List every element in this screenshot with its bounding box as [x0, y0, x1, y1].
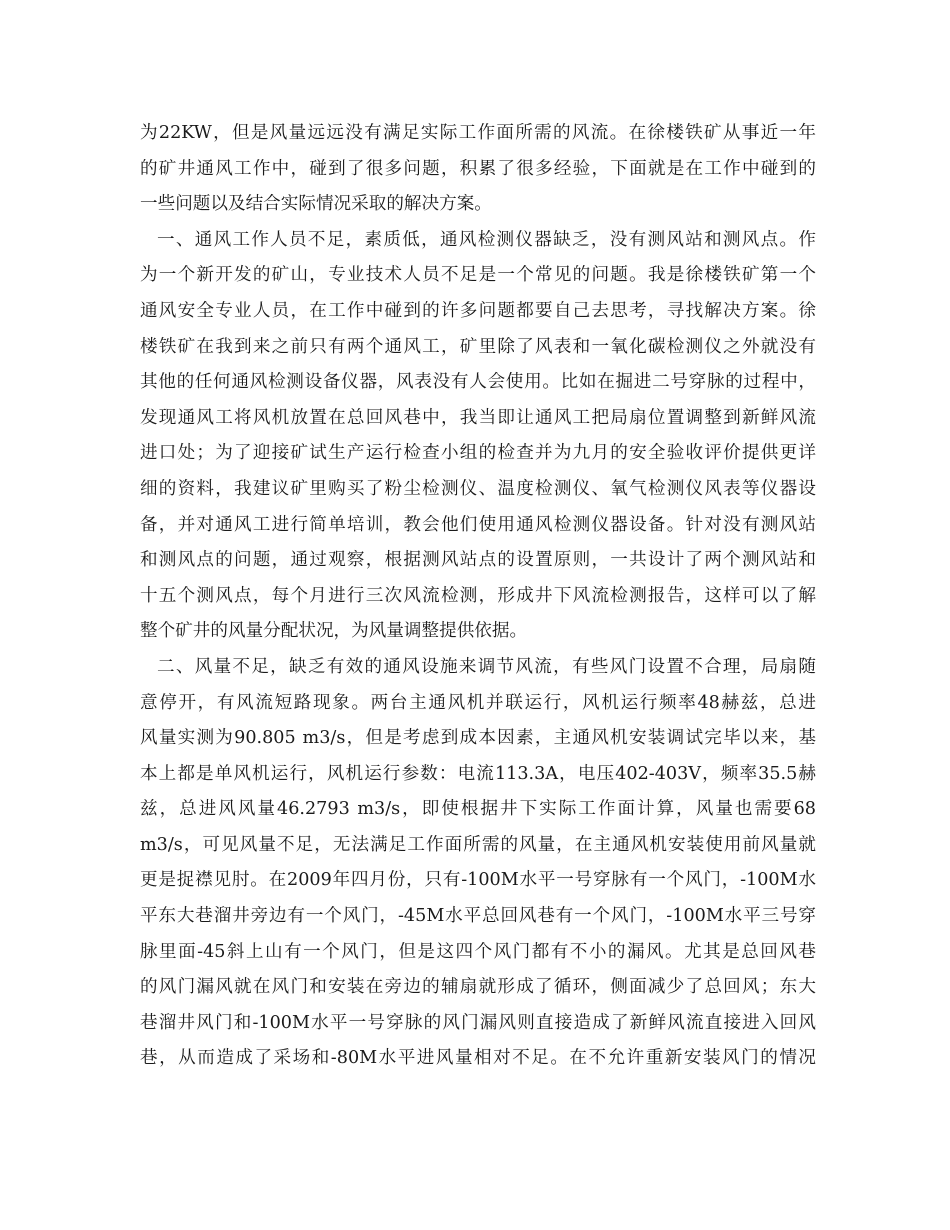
text-line: 和测风点的问题，通过观察，根据测风站点的设置原则，一共设计了两个测风站和	[140, 550, 816, 571]
paragraph-heading-line: 一、通风工作人员不足，素质低，通风检测仪器缺乏，没有测风站和测风点。作	[157, 229, 816, 250]
text-line: m3/s，可见风量不足，无法满足工作面所需的风量，在主通风机安装使用前风量就	[140, 834, 816, 855]
text-line: 十五个测风点，每个月进行三次风流检测，形成井下风流检测报告，这样可以了解	[140, 585, 816, 606]
text-line: 其他的任何通风检测设备仪器，风表没有人会使用。比如在掘进二号穿脉的过程中，	[140, 372, 816, 393]
text-line: 更是捉襟见肘。在2009年四月份，只有-100M水平一号穿脉有一个风门，-100M水	[140, 870, 816, 891]
text-line: 脉里面-45斜上山有一个风门，但是这四个风门都有不小的漏风。尤其是总回风巷	[140, 941, 816, 962]
text-line: 的风门漏风就在风门和安装在旁边的辅扇就形成了循环，侧面减少了总回风；东大	[140, 977, 816, 998]
text-line: 楼铁矿在我到来之前只有两个通风工，矿里除了风表和一氧化碳检测仪之外就没有	[140, 336, 816, 357]
text-line: 备，并对通风工进行简单培训，教会他们使用通风检测仪器设备。针对没有测风站	[140, 514, 816, 535]
text-line: 进口处；为了迎接矿试生产运行检查小组的检查并为九月的安全验收评价提供更详	[140, 443, 816, 464]
text-line: 的矿井通风工作中，碰到了很多问题，积累了很多经验，下面就是在工作中碰到的	[140, 158, 816, 179]
text-line: 平东大巷溜井旁边有一个风门，-45M水平总回风巷有一个风门，-100M水平三号穿	[140, 906, 816, 927]
text-line: 为22KW，但是风量远远没有满足实际工作面所需的风流。在徐楼铁矿从事近一年	[140, 123, 816, 143]
text-line: 细的资料，我建议矿里购买了粉尘检测仪、温度检测仪、氧气检测仪风表等仪器设	[140, 478, 816, 499]
text-line: 意停开，有风流短路现象。两台主通风机并联运行，风机运行频率48赫兹，总进	[140, 692, 816, 713]
paragraph-heading-line: 二、风量不足，缺乏有效的通风设施来调节风流，有些风门设置不合理，局扇随	[157, 656, 816, 677]
text-line: 兹，总进风风量46.2793 m3/s，即使根据井下实际工作面计算，风量也需要68	[140, 799, 816, 820]
text-line: 发现通风工将风机放置在总回风巷中，我当即让通风工把局扇位置调整到新鲜风流	[140, 407, 816, 428]
document-body	[140, 116, 816, 1077]
text-line: 巷，从而造成了采场和-80M水平进风量相对不足。在不允许重新安装风门的情况	[140, 1048, 816, 1069]
text-line: 为一个新开发的矿山，专业技术人员不足是一个常见的问题。我是徐楼铁矿第一个	[140, 265, 816, 286]
text-line: 整个矿井的风量分配状况，为风量调整提供依据。	[140, 621, 528, 642]
text-line: 本上都是单风机运行，风机运行参数：电流113.3A，电压402-403V，频率35.5赫	[140, 763, 816, 784]
text-line: 巷溜井风门和-100M水平一号穿脉的风门漏风则直接造成了新鲜风流直接进入回风	[140, 1012, 816, 1033]
text-line: 风量实测为90.805 m3/s，但是考虑到成本因素，主通风机安装调试完毕以来，基	[140, 728, 816, 749]
text-line: 通风安全专业人员，在工作中碰到的许多问题都要自己去思考，寻找解决方案。徐	[140, 300, 816, 321]
text-line: 一些问题以及结合实际情况采取的解决方案。	[140, 194, 492, 215]
